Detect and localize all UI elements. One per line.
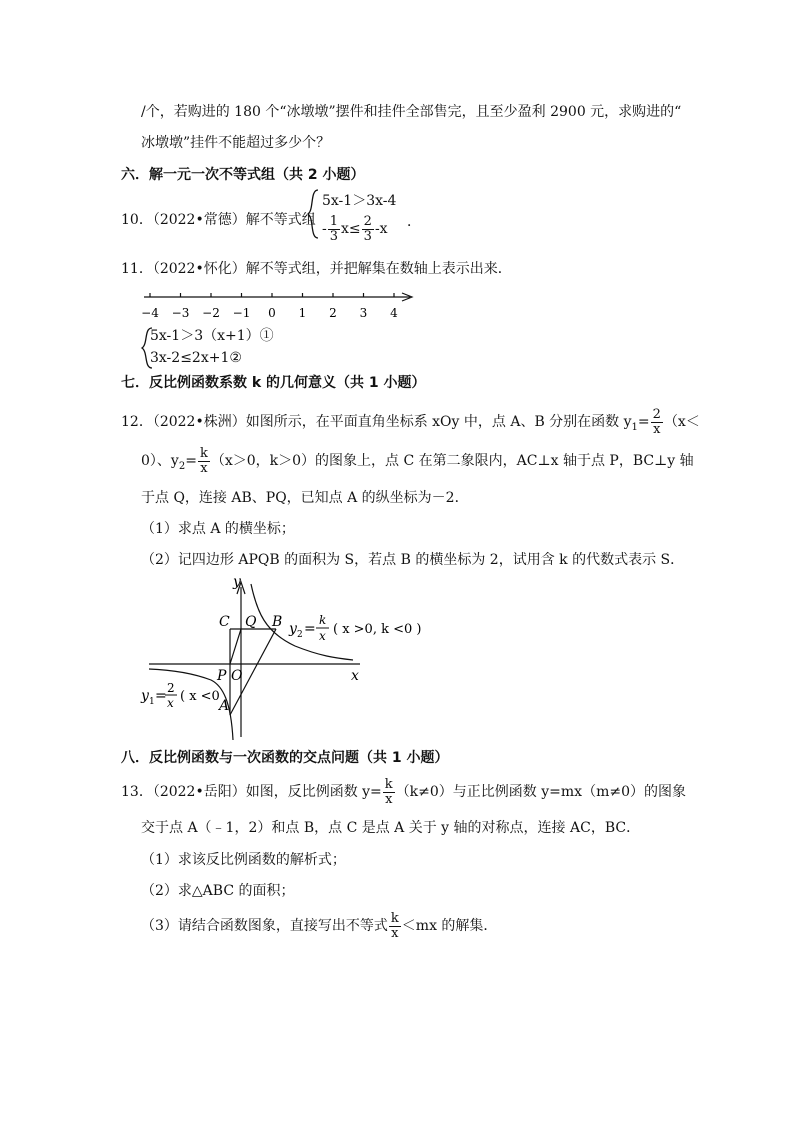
q12-part2: （2）记四边形 APQB 的面积为 S，若点 B 的横坐标为 2，试用含 k 的代数式表示 S． xyxy=(141,552,685,568)
fig-y1-num: 2 xyxy=(167,681,175,695)
fig-y2-den: x xyxy=(319,629,326,643)
fig-y2-label: y xyxy=(289,621,297,637)
fig-y2-num: k xyxy=(319,613,327,627)
number-line-tick-label: −4 xyxy=(141,306,159,320)
q10-ineq1: 5x-1＞3x-4 xyxy=(322,193,397,209)
q13-line2: 交于点 A（﹣1，2）和点 B，点 C 是点 A 关于 y 轴的对称点，连接 AC，BC． xyxy=(141,820,641,836)
q11-ineq1: 5x-1＞3（x+1）① xyxy=(150,328,274,344)
number-line-tick-label: −2 xyxy=(202,306,220,320)
fig-y2-sub: 2 xyxy=(297,630,303,640)
q13-part2: （2）求△ABC 的面积； xyxy=(141,883,295,899)
number-line-tick-label: 2 xyxy=(329,306,337,320)
fig-label-B: B xyxy=(272,614,283,630)
q12-figure xyxy=(135,572,435,742)
number-line-tick-label: −1 xyxy=(232,306,251,320)
fig-label-Q: Q xyxy=(245,614,257,630)
fig-y1-eq: = xyxy=(155,688,167,704)
q10-ineq2: - $\frac{1}{3}$ x≤ $\frac{2}{3}$ -x xyxy=(322,213,388,244)
fig-label-O: O xyxy=(231,668,243,684)
q10-end: ． xyxy=(407,214,421,230)
q10-prefix: 10．（2022•常德）解不等式组 xyxy=(121,212,316,228)
number-line-tick-label: 1 xyxy=(298,306,307,320)
number-line-tick-label: −3 xyxy=(171,306,190,320)
q11-ineq2: 3x-2≤2x+1② xyxy=(150,350,242,366)
q12-line2: 0）、$y_2=$ $\frac{k}{x}$ （x＞0，k＞0）的图象上，点 C 在第二象限内，AC⊥x 轴于点 P，BC⊥y 轴 xyxy=(141,445,694,476)
q9-cont-line2: 冰墩墩”挂件不能超过多少个？ xyxy=(141,135,331,151)
fig-y2-eq: = xyxy=(304,621,316,637)
q11-text: 11．（2022•怀化）解不等式组，并把解集在数轴上表示出来． xyxy=(121,261,512,277)
fig-label-x: x xyxy=(351,668,359,684)
fig-label-C: C xyxy=(219,614,230,630)
fig-y1-sub: 1 xyxy=(149,697,155,707)
fig-y2-tail: ( x >0, k <0 ) xyxy=(333,622,422,637)
number-line xyxy=(140,286,420,322)
q12-line1: 12．（2022•株洲）如图所示，在平面直角坐标系 xOy 中，点 A、B 分别在函数 $y_1=$ $\frac{2}{x}$ （x＜ xyxy=(121,406,700,437)
fig-y1-tail: ( x <0 xyxy=(180,689,220,704)
fig-y1-den: x xyxy=(167,696,174,710)
number-line-tick-label: 4 xyxy=(390,306,398,320)
number-line-tick-label: 0 xyxy=(268,306,276,320)
segment-PQ xyxy=(230,629,241,664)
q13-part3: （3）请结合函数图象，直接写出不等式 $\frac{k}{x}$ ＜mx 的解集． xyxy=(141,910,498,941)
q13-part1: （1）求该反比例函数的解析式； xyxy=(141,852,346,868)
q10-brace xyxy=(306,188,320,240)
q12-part1: （1）求点 A 的横坐标； xyxy=(141,521,295,537)
section-7-title: 七．反比例函数系数 k 的几何意义（共 1 小题） xyxy=(121,375,426,391)
q13-line1: 13．（2022•岳阳）如图，反比例函数 y= $\frac{k}{x}$ （k≠0）与正比例函数 y=mx（m≠0）的图象 xyxy=(121,776,686,807)
q12-line3: 于点 Q，连接 AB、PQ，已知点 A 的纵坐标为－2． xyxy=(141,490,469,506)
q9-cont-line1: /个，若购进的 180 个“冰墩墩”摆件和挂件全部售完，且至少盈利 2900 元，求购进的“ xyxy=(141,104,682,120)
section-8-title: 八．反比例函数与一次函数的交点问题（共 1 小题） xyxy=(121,750,449,766)
fig-label-y: y xyxy=(233,574,241,590)
fig-label-P: P xyxy=(217,668,227,684)
number-line-tick-label: 3 xyxy=(359,306,368,320)
fig-label-A: A xyxy=(219,698,230,714)
fig-y1-label: y xyxy=(141,688,149,704)
section-6-title: 六．解一元一次不等式组（共 2 小题） xyxy=(121,167,365,183)
